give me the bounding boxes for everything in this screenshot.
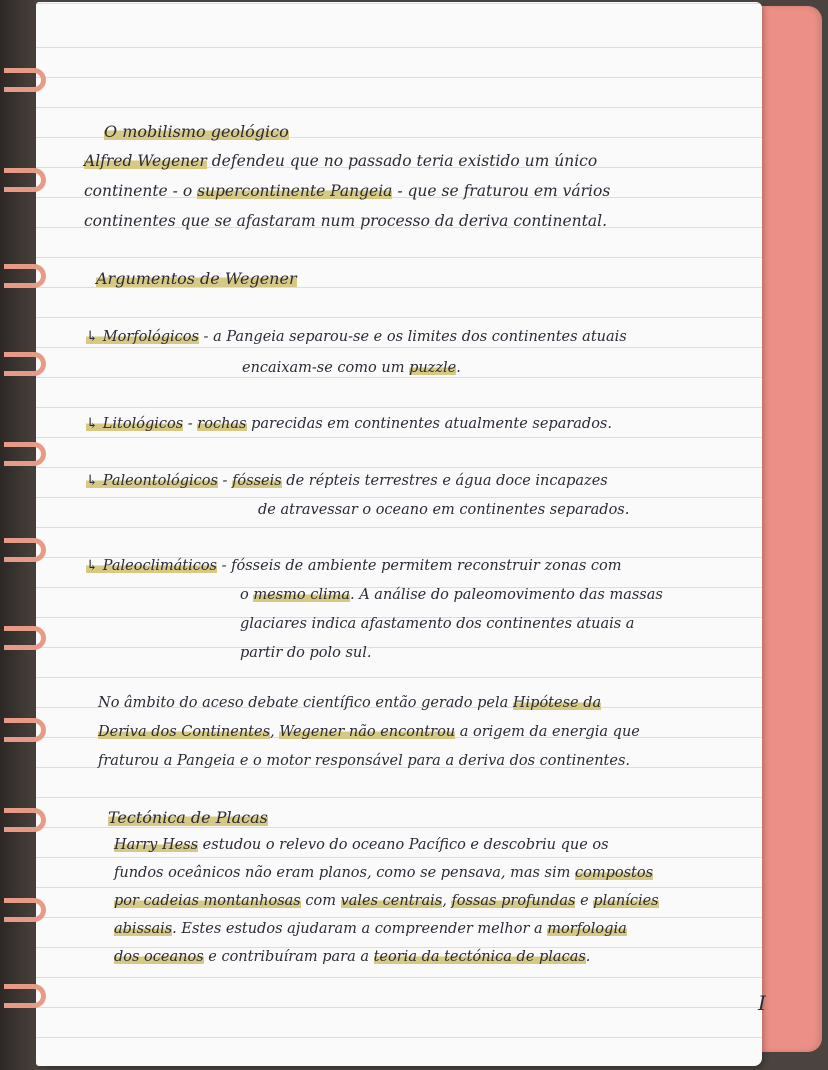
debate-line [98, 751, 630, 771]
highlighted-text: Deriva dos Continentes [98, 724, 271, 740]
argument-paleontological-line [86, 471, 608, 491]
text-segment: o [240, 587, 254, 603]
argument-paleoclimatic-line [86, 556, 621, 576]
argument-paleoclimatic-line [240, 614, 634, 634]
text-segment: estudou o relevo do oceano Pacífico e descobriu que os [198, 837, 609, 853]
highlighted-text: puzzle [409, 360, 457, 376]
text-segment: continente - o [84, 182, 198, 200]
section-title [104, 122, 289, 142]
text-segment: - que se fraturou em vários [392, 182, 611, 200]
highlighted-text: rochas [197, 416, 247, 432]
highlighted-text: vales centrais [340, 893, 443, 909]
plates-line [114, 891, 659, 911]
text-segment: - [183, 416, 198, 432]
highlighted-text: planícies [593, 893, 659, 909]
text-segment: fundos oceânicos não eram planos, como se pensava, mas sim [114, 865, 575, 881]
arguments-heading-text: Argumentos de Wegener [96, 269, 297, 288]
text-segment: defendeu que no passado teria existido um único [206, 152, 598, 170]
binder-ring [4, 168, 46, 192]
argument-lithological-line [86, 414, 612, 434]
text-segment: e contribuíram para a [203, 949, 374, 965]
highlighted-text: dos oceanos [114, 949, 204, 965]
highlighted-text: mesmo clima [253, 587, 350, 603]
text-segment: parecidas em continentes atualmente separados. [246, 416, 612, 432]
argument-morphological-line [86, 327, 627, 347]
binder-ring [4, 538, 46, 562]
text-segment: e [575, 893, 594, 909]
section-title-text: O mobilismo geológico [104, 122, 289, 141]
highlighted-text: ↳ Litológicos [86, 416, 184, 432]
highlighted-text: fossas profundas [451, 893, 576, 909]
argument-paleoclimatic-line [240, 643, 372, 663]
argument-paleontological-line [258, 500, 629, 520]
text-segment: de atravessar o oceano em continentes separados. [258, 502, 630, 518]
text-segment: - fósseis de ambiente permitem reconstruir zonas com [217, 558, 622, 574]
plates-line [114, 947, 590, 967]
highlighted-text: fósseis [232, 473, 282, 489]
highlighted-text: compostos [574, 865, 654, 881]
intro-line [84, 151, 597, 171]
highlighted-text: Hipótese da [512, 695, 602, 711]
text-segment: . Estes estudos ajudaram a compreender melhor a [172, 921, 548, 937]
highlighted-text: ↳ Paleontológicos [86, 473, 218, 489]
highlighted-text: ↳ Morfológicos [86, 329, 199, 345]
argument-paleoclimatic-line [240, 585, 663, 605]
intro-line [84, 211, 607, 231]
highlighted-text: Wegener não encontrou [279, 724, 456, 740]
binder-ring [4, 718, 46, 742]
text-segment: . [585, 949, 591, 965]
text-segment: - [217, 473, 233, 489]
binder-ring [4, 984, 46, 1008]
text-segment: glaciares indica afastamento dos continentes atuais a [240, 616, 635, 632]
text-segment: , [442, 893, 452, 909]
binder-ring [4, 442, 46, 466]
plates-line [114, 863, 653, 883]
text-segment: - a Pangeia separou-se e os limites dos continentes atuais [198, 329, 627, 345]
plates-heading-text: Tectónica de Placas [108, 808, 268, 827]
text-segment: de répteis terrestres e água doce incapazes [281, 473, 608, 489]
text-segment: encaixam-se como um [242, 360, 410, 376]
text-segment: . [456, 360, 461, 376]
binder-ring [4, 808, 46, 832]
text-segment: com [300, 893, 341, 909]
highlighted-text: morfologia [547, 921, 627, 937]
page-number: I [758, 991, 766, 1015]
highlighted-text: Harry Hess [114, 837, 199, 853]
plates-line [114, 919, 627, 939]
debate-line [98, 693, 601, 713]
text-segment: continentes que se afastaram num processo da deriva continental. [84, 212, 608, 230]
highlighted-text: abissais [114, 921, 173, 937]
highlighted-text: teoria da tectónica de placas [373, 949, 586, 965]
plates-heading [108, 808, 268, 828]
binder-ring [4, 68, 46, 92]
text-segment: No âmbito do aceso debate científico então gerado pela [98, 695, 513, 711]
text-segment: . A análise do paleomovimento das massas [350, 587, 663, 603]
text-segment: a origem da energia que [455, 724, 640, 740]
argument-morphological-line [242, 358, 461, 378]
binder-ring [4, 264, 46, 288]
binder-ring [4, 898, 46, 922]
text-segment: partir do polo sul. [240, 645, 372, 661]
text-segment: , [270, 724, 280, 740]
highlighted-text: supercontinente Pangeia [197, 182, 393, 200]
intro-line [84, 181, 610, 201]
binder-ring [4, 626, 46, 650]
debate-line [98, 722, 640, 742]
text-segment: fraturou a Pangeia e o motor responsável para a deriva dos continentes. [98, 753, 631, 769]
plates-line [114, 835, 609, 855]
highlighted-text: por cadeias montanhosas [114, 893, 301, 909]
highlighted-text: ↳ Paleoclimáticos [86, 558, 218, 574]
binder-ring [4, 352, 46, 376]
arguments-heading [96, 269, 297, 289]
highlighted-text: Alfred Wegener [84, 152, 207, 170]
